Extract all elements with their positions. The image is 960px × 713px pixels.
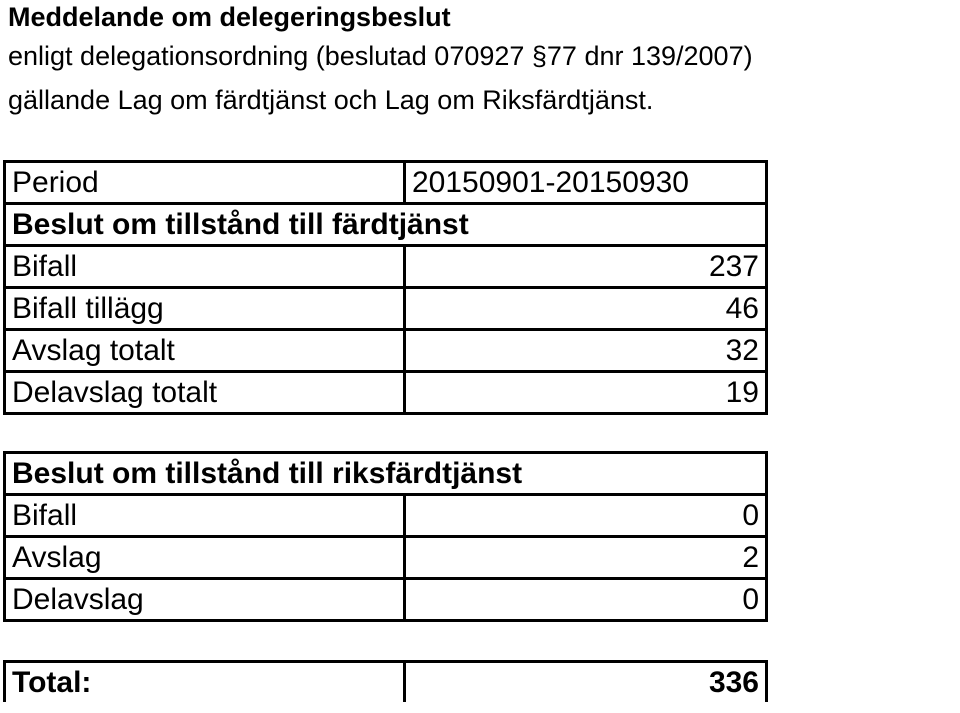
subtitle-line-1: enligt delegationsordning (beslutad 070927 §77 dnr 139/2007) — [8, 41, 753, 71]
total-value[interactable]: 336 — [405, 662, 767, 703]
row-label[interactable]: Bifall — [5, 495, 405, 537]
total-table — [3, 660, 768, 702]
period-value[interactable]: 20150901-20150930 — [405, 162, 767, 204]
row-value[interactable]: 32 — [405, 330, 767, 372]
row-value[interactable]: 0 — [405, 495, 767, 537]
row-label[interactable]: Avslag — [5, 537, 405, 579]
period-label[interactable]: Period — [5, 162, 405, 204]
row-value[interactable]: 2 — [405, 537, 767, 579]
row-value[interactable]: 0 — [405, 579, 767, 621]
table-row — [5, 537, 767, 579]
riksfardtjanst-table — [3, 451, 768, 622]
table-row — [5, 330, 767, 372]
row-label[interactable]: Bifall — [5, 246, 405, 288]
row-label[interactable]: Delavslag — [5, 579, 405, 621]
riksfardtjanst-heading-row — [5, 453, 767, 495]
table-row — [5, 372, 767, 414]
table-row — [5, 579, 767, 621]
row-value[interactable]: 237 — [405, 246, 767, 288]
row-value[interactable]: 19 — [405, 372, 767, 414]
fardtjanst-table — [3, 160, 768, 415]
table-row — [5, 246, 767, 288]
fardtjanst-heading[interactable]: Beslut om tillstånd till färdtjänst — [5, 204, 767, 246]
total-row — [5, 662, 767, 703]
page-title: Meddelande om delegeringsbeslut — [8, 2, 451, 32]
row-label[interactable]: Delavslag totalt — [5, 372, 405, 414]
riksfardtjanst-heading[interactable]: Beslut om tillstånd till riksfärdtjänst — [5, 453, 767, 495]
row-value[interactable]: 46 — [405, 288, 767, 330]
row-label[interactable]: Avslag totalt — [5, 330, 405, 372]
subtitle-line-2: gällande Lag om färdtjänst och Lag om Riksfärdtjänst. — [8, 85, 654, 115]
total-label[interactable]: Total: — [5, 662, 405, 703]
table-row — [5, 495, 767, 537]
row-label[interactable]: Bifall tillägg — [5, 288, 405, 330]
fardtjanst-heading-row — [5, 204, 767, 246]
period-row — [5, 162, 767, 204]
table-row — [5, 288, 767, 330]
